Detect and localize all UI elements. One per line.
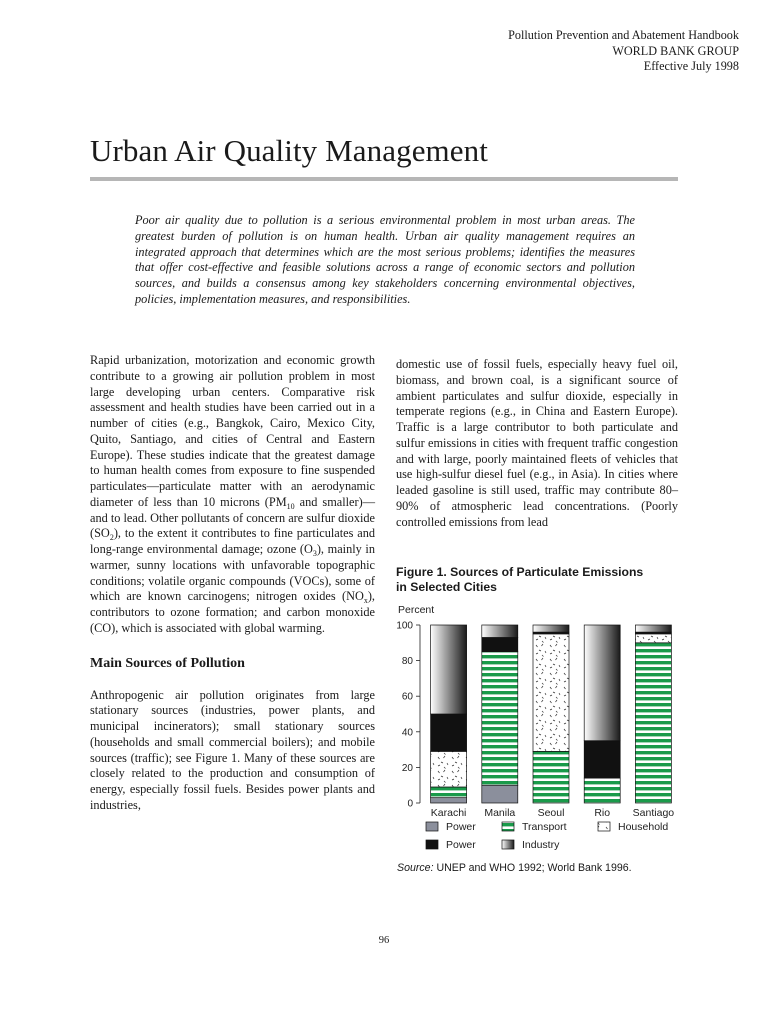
legend-label: Power xyxy=(446,839,476,851)
chart-legend-group xyxy=(426,821,668,851)
y-tick-label: 20 xyxy=(401,762,413,774)
particulate-emissions-chart xyxy=(394,601,684,859)
x-category-label: Seoul xyxy=(537,807,565,819)
legend-label: Transport xyxy=(522,821,567,833)
figure-source xyxy=(397,862,679,875)
page-title: Urban Air Quality Management xyxy=(90,133,488,168)
header-effective-date: Effective July 1998 xyxy=(643,59,739,73)
legend-swatch-power_gray xyxy=(426,822,438,831)
abstract: Poor air quality due to pollution is a serious environmental problem in most urban areas. The greatest burden of pollution is on human health. Urban air quality management requires an integrated approach that determines which are the most serious problems; identifies the measures that offer cost-effective and feasible solutions across a range of economic sectors and pollution sources, and builds a consensus among key stakeholders concerning environmental objectives, policies, implementation measures, and responsibilities. xyxy=(135,213,635,306)
bar-segment-transport xyxy=(584,778,620,803)
bar-segment-industry xyxy=(482,625,518,637)
source-text: UNEP and WHO 1992; World Bank 1996. xyxy=(433,862,632,874)
bar-segment-power_black xyxy=(431,714,467,751)
header-handbook-title: Pollution Prevention and Abatement Handbook xyxy=(508,28,739,42)
bar-segment-household xyxy=(431,751,467,787)
bar-segment-power_gray xyxy=(482,785,518,803)
right-column xyxy=(396,357,678,530)
bar-segment-industry xyxy=(533,625,569,632)
bar-segment-household xyxy=(533,634,569,751)
bar-segment-transport xyxy=(533,751,569,803)
bar-segment-transport xyxy=(431,787,467,798)
y-axis-label: Percent xyxy=(398,604,435,616)
source-label: Source: xyxy=(397,862,434,874)
bar-segment-industry xyxy=(635,625,671,632)
bar-segment-industry xyxy=(431,625,467,714)
x-category-label: Manila xyxy=(484,807,516,819)
legend-swatch-transport xyxy=(502,822,514,831)
header-organization: WORLD BANK GROUP xyxy=(612,43,739,58)
paragraph-intro: Rapid urbanization, motorization and economic growth contribute to a growing air pollution problem in most large developing urban centers. Comparative risk assessment and health studies have been carried out in a number of cities (e.g., Bangkok, Cairo, Mexico City, Quito, Santiago, and cities of Central and Eastern Europe). These studies indicate that the greatest damage to human health comes from exposure to fine suspended particulates—particulate matter with an aerodynamic diameter of less than 10 microns ($PM_{10}$ and smaller)—and to lead. Other pollutants of concern are sulfur dioxide $(SO_2)$, to the extent it contributes to fine particulates and long-range environmental damage; ozone $(O_3)$, mainly in warmer, sunny locations with unfavorable topographic conditions; volatile organic compounds (VOCs), some of which are known carcinogens; nitrogen oxides $(NO_x)$, contributors to ozone formation; and carbon monoxide (CO), which is associated with global warming. xyxy=(90,353,375,635)
y-tick-label: 80 xyxy=(401,656,413,668)
legend-swatch-industry xyxy=(502,840,514,849)
legend-swatch-power_black xyxy=(426,840,438,849)
legend-label: Industry xyxy=(522,839,560,851)
paragraph-continued: domestic use of fossil fuels, especially heavy fuel oil, biomass, and brown coal, is a significant source of ambient particulates and sulfur dioxide, especially in temperate regions (e.g., in China and Eastern Europe). Traffic is a large contributor to both particulate and sulfur emissions in cities with frequent traffic congestion and with large, poorly maintained fleets of vehicles that use high-sulfur diesel fuel (e.g., in Asia). In cities where leaded gasoline is still used, traffic may contribute 80–90% of atmospheric lead concentrations. (Poorly controlled emissions from lead xyxy=(396,357,678,529)
legend-label: Power xyxy=(446,821,476,833)
bar-segment-household xyxy=(635,634,671,643)
x-category-label: Karachi xyxy=(430,807,467,819)
legend-swatch-household xyxy=(598,822,610,831)
chart-axis-group xyxy=(396,604,434,810)
figure-caption-line-2: in Selected Cities xyxy=(396,580,497,594)
chart-bars-group xyxy=(431,625,675,819)
y-tick-label: 0 xyxy=(407,798,413,810)
paragraph-sources: Anthropogenic air pollution originates from large stationary sources (industries, power plants, and municipal incinerators); small stationary sources (households and small commercial boilers); and mobile sources (traffic); see Figure 1. Many of these sources are closely related to the production and consumption of energy, especially fossil fuels. Besides power plants and industries, xyxy=(90,687,375,812)
title-underline-rule xyxy=(90,177,678,181)
bar-segment-power_black xyxy=(482,637,518,651)
x-category-label: Santiago xyxy=(632,807,675,819)
figure-caption xyxy=(396,565,678,595)
bar-segment-power_gray xyxy=(431,798,467,803)
x-category-label: Rio xyxy=(594,807,611,819)
y-tick-label: 100 xyxy=(396,620,413,632)
left-column xyxy=(90,353,375,814)
legend-label: Household xyxy=(618,821,669,833)
bar-segment-industry xyxy=(584,625,620,741)
y-tick-label: 40 xyxy=(401,727,413,739)
bar-segment-power_black xyxy=(584,741,620,778)
page-number: 96 xyxy=(378,935,390,946)
bar-segment-transport xyxy=(482,652,518,786)
figure-caption-line-1: Figure 1. Sources of Particulate Emissions xyxy=(396,565,644,579)
y-tick-label: 60 xyxy=(401,691,413,703)
section-heading: Main Sources of Pollution xyxy=(90,655,245,671)
bar-segment-transport xyxy=(635,643,671,803)
running-header xyxy=(508,28,739,75)
